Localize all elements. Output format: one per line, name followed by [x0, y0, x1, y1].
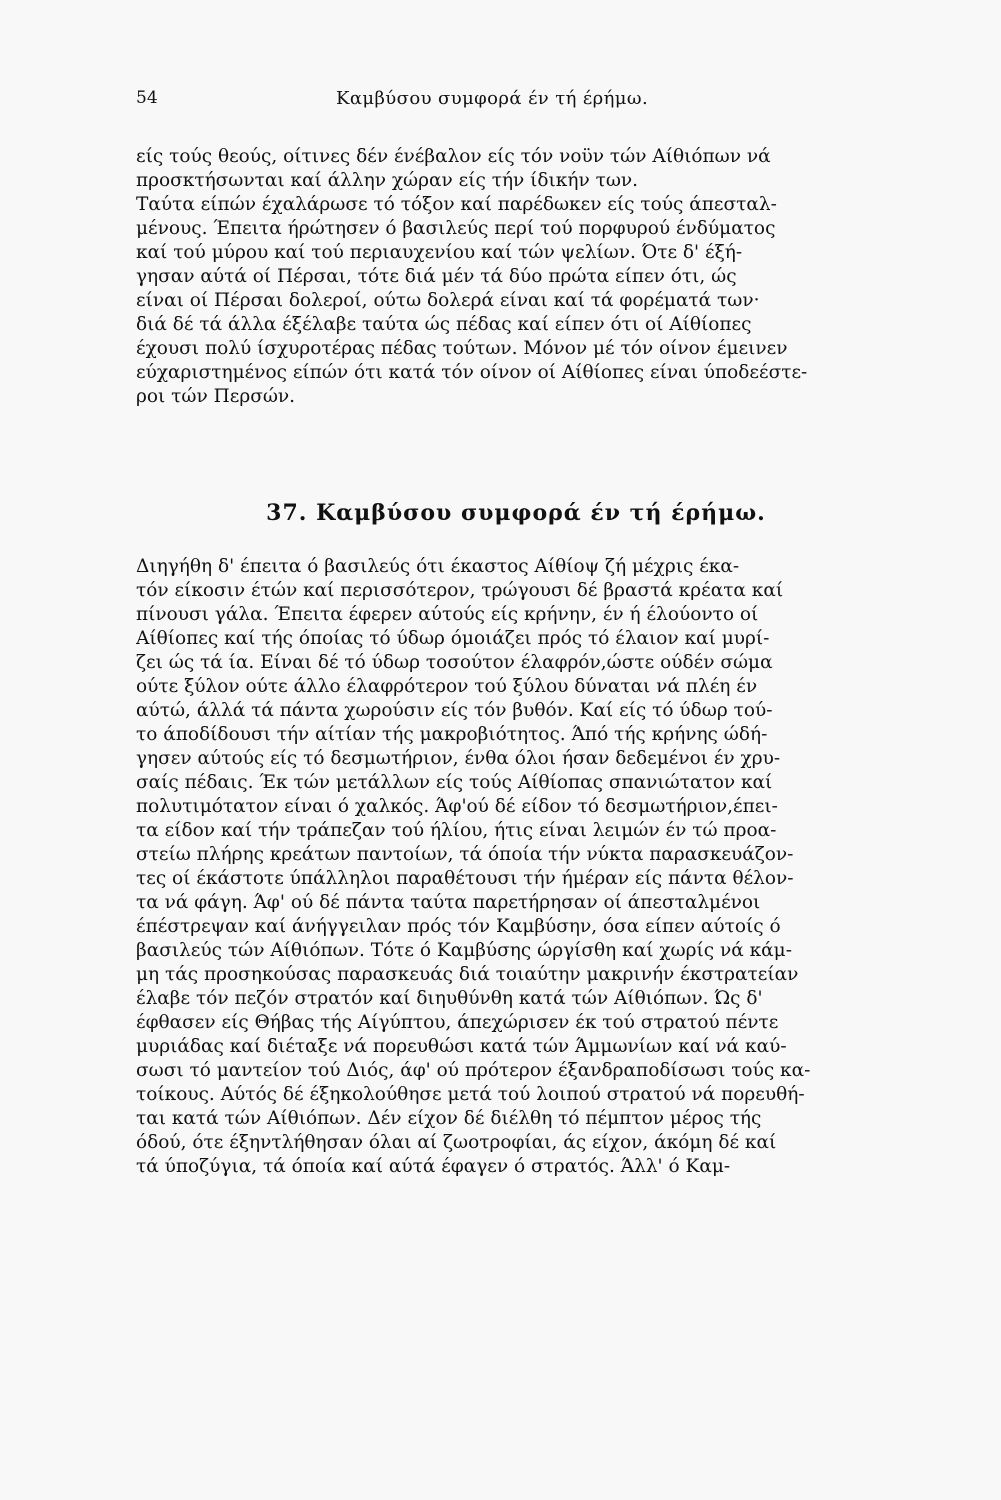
text-line: είναι οί Πέρσαι δολεροί, ούτω δολερά είναι καί τά φορέματά των· [136, 290, 760, 311]
text-line: έχουσι πολύ ίσχυροτέρας πέδας τούτων. Μόνον μέ τόν οίνον έμεινεν [136, 338, 788, 359]
text-line: μυριάδας καί διέταξε νά πορευθώσι κατά τών Άμμωνίων καί νά καύ- [136, 1036, 787, 1057]
text-line: Αίθίοπες καί τής όποίας τό ύδωρ όμοιάζει πρός τό έλαιον καί μυρί- [136, 628, 770, 649]
text-line: τά ύποζύγια, τά όποία καί αύτά έφαγεν ό στρατός. Άλλ' ό Καμ- [136, 1156, 731, 1177]
chapter-heading: 37. Καμβύσου συμφορά έν τή έρήμω. [266, 500, 766, 526]
text-line: ούτε ξύλον ούτε άλλο έλαφρότερον τού ξύλου δύναται νά πλέη έν [136, 676, 758, 697]
text-line: έλαβε τόν πεζόν στρατόν καί διηυθύνθη κατά τών Αίθιόπων. Ώς δ' [136, 988, 763, 1009]
text-line: τα είδον καί τήν τράπεζαν τού ήλίου, ήτις είναι λειμών έν τώ προα- [136, 820, 777, 841]
text-line: βασιλεύς τών Αίθιόπων. Τότε ό Καμβύσης ώργίσθη καί χωρίς νά κάμ- [136, 940, 792, 961]
text-line: μη τάς προσηκούσας παρασκευάς διά τοιαύτην μακρινήν έκστρατείαν [136, 964, 799, 985]
text-line: καί τού μύρου καί τού περιαυχενίου καί τών ψελίων. Ότε δ' έξή- [136, 242, 743, 263]
text-line: ται κατά τών Αίθιόπων. Δέν είχον δέ διέλθη τό πέμπτον μέρος τής [136, 1108, 762, 1129]
text-line: γησεν αύτούς είς τό δεσμωτήριον, ένθα όλοι ήσαν δεδεμένοι έν χρυ- [136, 748, 781, 769]
text-line: σωσι τό μαντείον τού Διός, άφ' ού πρότερον έξανδραποδίσωσι τούς κα- [136, 1060, 811, 1081]
text-line: έφθασεν είς Θήβας τής Αίγύπτου, άπεχώρισεν έκ τού στρατού πέντε [136, 1012, 779, 1033]
text-line: αύτώ, άλλά τά πάντα χωρούσιν είς τόν βυθόν. Καί είς τό ύδωρ τού- [136, 700, 773, 721]
text-line: ροι τών Περσών. [136, 386, 296, 407]
text-line: πίνουσι γάλα. Έπειτα έφερεν αύτούς είς κρήνην, έν ή έλούοντο οί [136, 604, 759, 625]
text-line: προσκτήσωνται καί άλλην χώραν είς τήν ίδικήν των. [136, 170, 639, 191]
text-section-2 [136, 555, 896, 1179]
text-line: έπέστρεψαν καί άνήγγειλαν πρός τόν Καμβύσην, όσα είπεν αύτοίς ό [136, 916, 781, 937]
text-line: τες οί έκάστοτε ύπάλληλοι παραθέτουσι τήν ήμέραν είς πάντα θέλον- [136, 868, 794, 889]
text-line: πολυτιμότατον είναι ό χαλκός. Άφ'ού δέ είδον τό δεσμωτήριον,έπει- [136, 796, 778, 817]
text-section-1 [136, 145, 896, 409]
text-line: το άποδίδουσι τήν αίτίαν τής μακροβιότητος. Άπό τής κρήνης ώδή- [136, 724, 768, 745]
text-line: διά δέ τά άλλα έξέλαβε ταύτα ώς πέδας καί είπεν ότι οί Αίθίοπες [136, 314, 752, 335]
text-line: είς τούς θεούς, οίτινες δέν ένέβαλον είς τόν νοϋν τών Αίθιόπων νά [136, 146, 771, 167]
text-line: εύχαριστημένος είπών ότι κατά τόν οίνον οί Αίθίοπες είναι ύποδεέστε- [136, 362, 808, 383]
text-line: τα νά φάγη. Άφ' ού δέ πάντα ταύτα παρετήρησαν οί άπεσταλμένοι [136, 892, 761, 913]
text-line: γησαν αύτά οί Πέρσαι, τότε διά μέν τά δύο πρώτα είπεν ότι, ώς [136, 266, 737, 287]
text-line: Ταύτα είπών έχαλάρωσε τό τόξον καί παρέδωκεν είς τούς άπεσταλ- [136, 194, 777, 215]
text-line: σαίς πέδαις. Έκ τών μετάλλων είς τούς Αίθίοπας σπανιώτατον καί [136, 772, 773, 793]
text-line: τοίκους. Αύτός δέ έξηκολούθησε μετά τού λοιπού στρατού νά πορευθή- [136, 1084, 805, 1105]
text-line: ζει ώς τά ία. Είναι δέ τό ύδωρ τοσούτον έλαφρόν,ώστε ούδέν σώμα [136, 652, 773, 673]
running-head [136, 88, 896, 116]
running-title: Καμβύσου συμφορά έν τή έρήμω. [336, 88, 649, 109]
text-line: μένους. Έπειτα ήρώτησεν ό βασιλεύς περί τού πορφυρού ένδύματος [136, 218, 776, 239]
text-line: τόν είκοσιν έτών καί περισσότερον, τρώγουσι δέ βραστά κρέατα καί [136, 580, 784, 601]
text-line: στείω πλήρης κρεάτων παντοίων, τά όποία τήν νύκτα παρασκευάζον- [136, 844, 794, 865]
text-line: Διηγήθη δ' έπειτα ό βασιλεύς ότι έκαστος Αίθίοψ ζή μέχρις έκα- [136, 556, 740, 577]
page-number: 54 [136, 88, 158, 108]
text-line: όδού, ότε έξηντλήθησαν όλαι αί ζωοτροφίαι, άς είχον, άκόμη δέ καί [136, 1132, 777, 1153]
